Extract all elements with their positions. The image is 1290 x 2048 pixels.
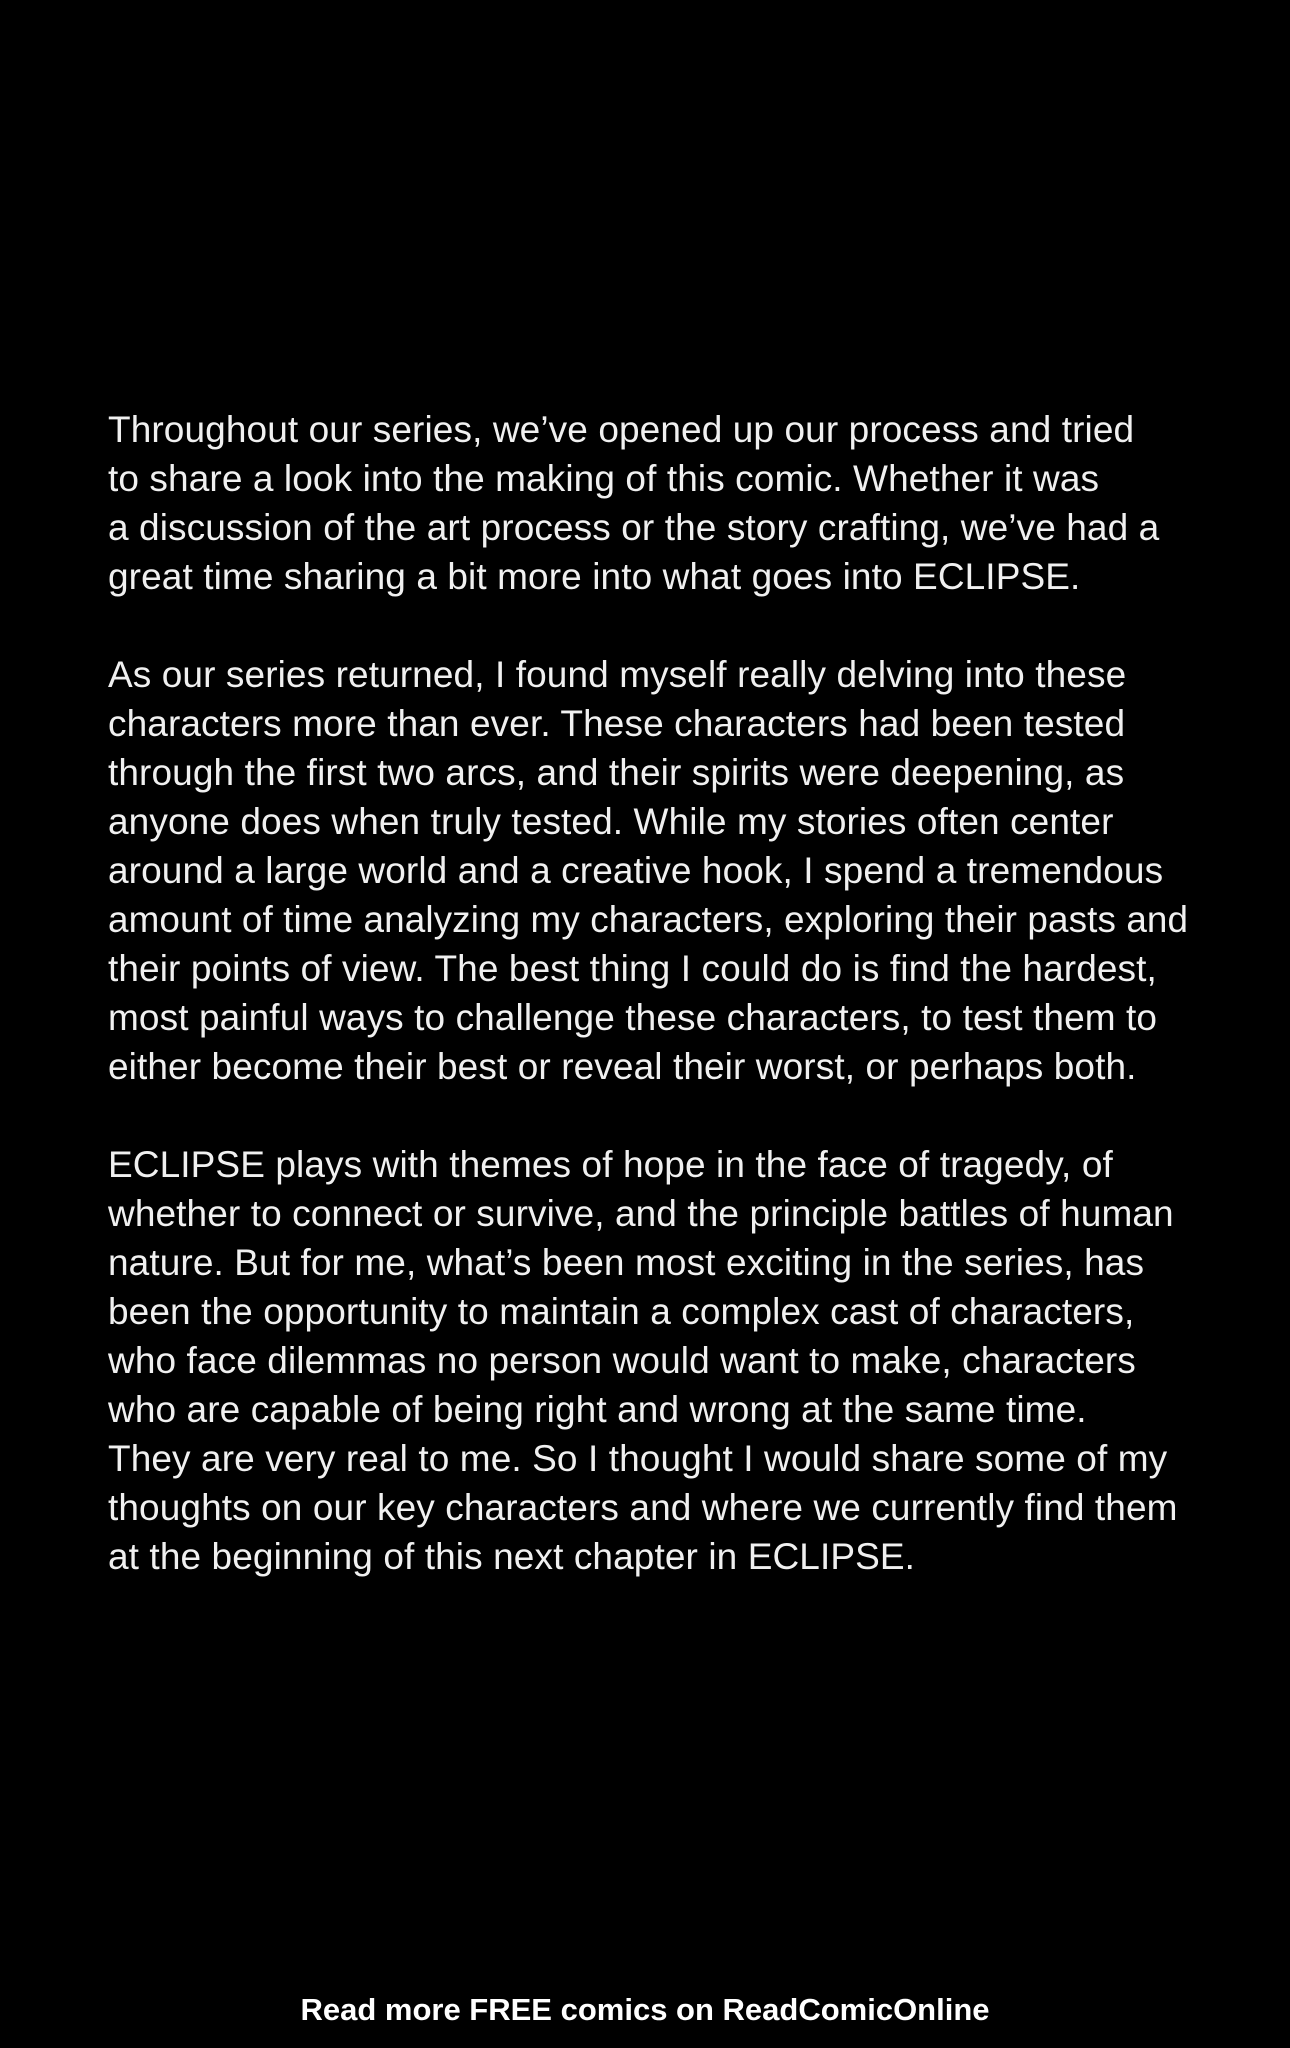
text-line: been the opportunity to maintain a complex cast of characters, <box>108 1291 1135 1332</box>
paragraph-characters <box>108 650 1188 1091</box>
text-line: As our series returned, I found myself really delving into these <box>108 654 1127 695</box>
text-line: characters more than ever. These characters had been tested <box>108 703 1126 744</box>
text-line: nature. But for me, what’s been most exciting in the series, has <box>108 1242 1145 1283</box>
text-line: who face dilemmas no person would want to make, characters <box>108 1340 1136 1381</box>
text-line: who are capable of being right and wrong at the same time. <box>108 1389 1087 1430</box>
text-line: thoughts on our key characters and where we currently find them <box>108 1487 1178 1528</box>
text-line: to share a look into the making of this comic. Whether it was <box>108 458 1100 499</box>
text-line: a discussion of the art process or the story crafting, we’ve had a <box>108 507 1160 548</box>
article-body <box>108 405 1188 1630</box>
text-line: great time sharing a bit more into what goes into ECLIPSE. <box>108 556 1081 597</box>
text-line: anyone does when truly tested. While my stories often center <box>108 801 1114 842</box>
text-line: most painful ways to challenge these characters, to test them to <box>108 997 1158 1038</box>
text-line: around a large world and a creative hook, I spend a tremendous <box>108 850 1164 891</box>
text-line: amount of time analyzing my characters, exploring their pasts and <box>108 899 1189 940</box>
text-line: either become their best or reveal their worst, or perhaps both. <box>108 1046 1137 1087</box>
promo-footer-text: Read more FREE comics on ReadComicOnline <box>300 1992 990 2027</box>
text-line: whether to connect or survive, and the principle battles of human <box>108 1193 1174 1234</box>
text-line: at the beginning of this next chapter in ECLIPSE. <box>108 1536 916 1577</box>
text-line: They are very real to me. So I thought I would share some of my <box>108 1438 1168 1479</box>
text-line: their points of view. The best thing I could do is find the hardest, <box>108 948 1157 989</box>
text-line: through the first two arcs, and their spirits were deepening, as <box>108 752 1125 793</box>
paragraph-themes <box>108 1140 1188 1581</box>
text-line: Throughout our series, we’ve opened up our process and tried <box>108 409 1135 450</box>
text-line: ECLIPSE plays with themes of hope in the face of tragedy, of <box>108 1144 1113 1185</box>
paragraph-intro <box>108 405 1188 601</box>
